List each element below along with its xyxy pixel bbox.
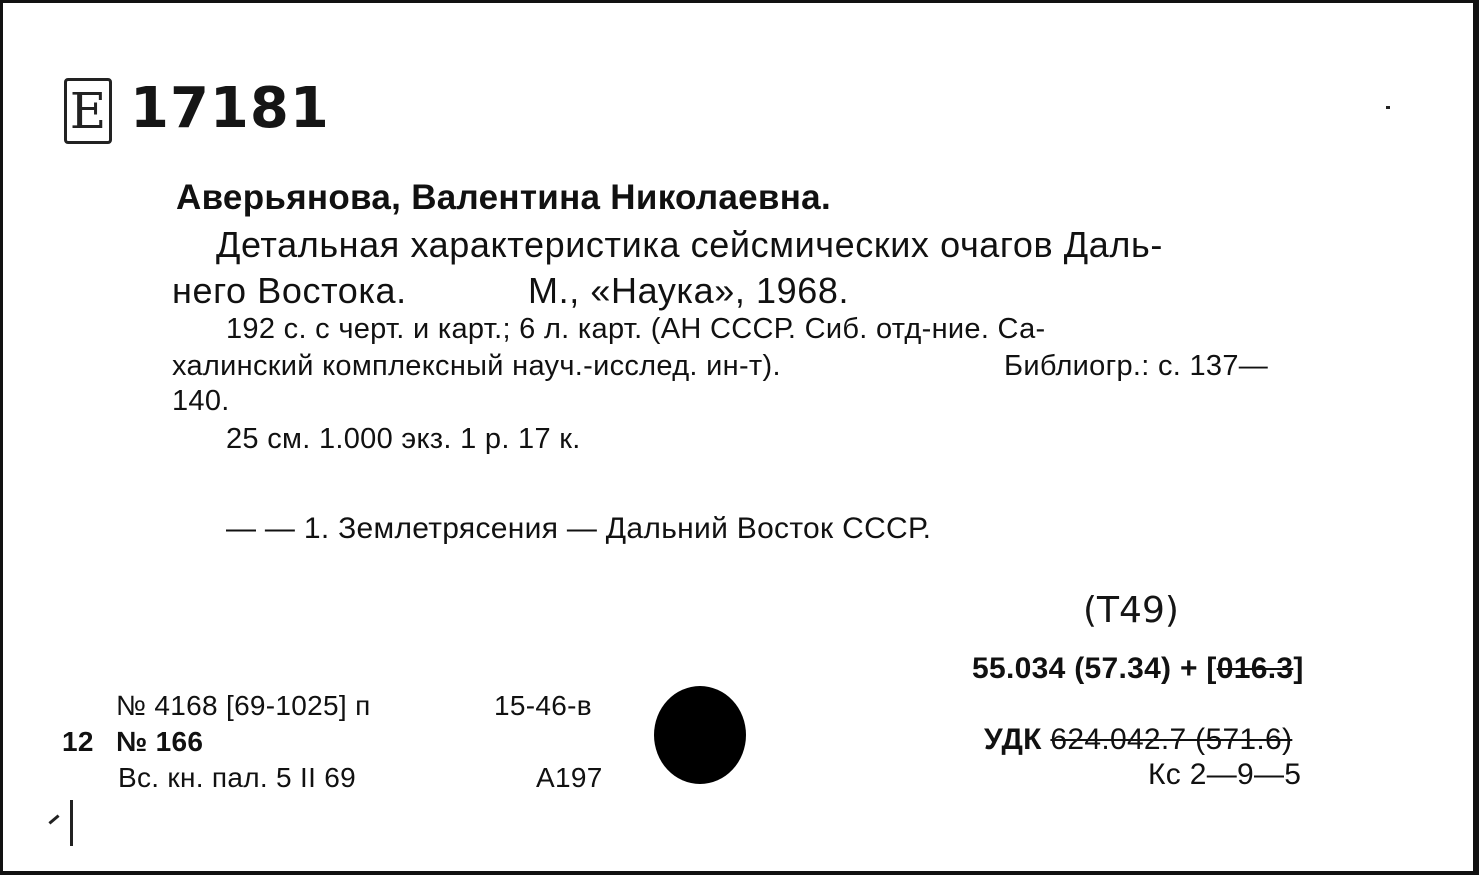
classification-code-main: 55.034 (57.34) + [ [972,652,1217,685]
author-heading: Аверьянова, Валентина Николаевна. [176,178,831,217]
footer-line-3a: Вс. кн. пал. 5 II 69 [118,762,356,793]
footer-line-2-number: 12 [62,726,94,757]
classification-code-close: ] [1293,652,1304,685]
punched-dot-mark [654,686,746,784]
footer-line-1a: № 4168 [69-1025] п [116,690,371,721]
stamp-letter: E [69,82,107,140]
title-line-1: Детальная характеристика сейсмических очагов Даль- [216,224,1163,265]
handwritten-tick-mark [70,800,73,846]
description-line-3: 140. [172,385,230,417]
footer-line-3b: А197 [536,762,603,793]
udk-struck-code: 624.042.7 (571.6) [1050,723,1293,756]
description-line-2b: Библиогр.: с. 137— [1004,350,1269,382]
subject-headings: — — 1. Землетрясения — Дальний Восток СССР. [226,512,932,545]
title-line-2a: него Востока. [172,270,407,311]
stamp-letter-box [64,78,112,144]
stamp-number: 17181 [130,76,330,141]
title-line-2b: М., «Наука», 1968. [528,270,850,311]
description-line-1: 192 с. с черт. и карт.; 6 л. карт. (АН СССР. Сиб. отд-ние. Са- [226,313,1046,345]
description-line-4: 25 см. 1.000 экз. 1 р. 17 к. [226,423,581,455]
footer-line-2: № 166 [116,726,204,757]
classification-code [972,652,1304,686]
speck-mark [1386,106,1390,109]
udk-label: УДК [984,723,1042,756]
udk-code [984,723,1292,757]
kc-code: Кс 2—9—5 [1148,758,1302,791]
footer-line-1b: 15-46-в [494,690,592,721]
description-line-2a: халинский комплексный науч.-исслед. ин-т). [172,350,781,382]
classification-code-struck: 016.3 [1216,652,1294,685]
handwritten-mark: (T49) [1083,590,1179,631]
